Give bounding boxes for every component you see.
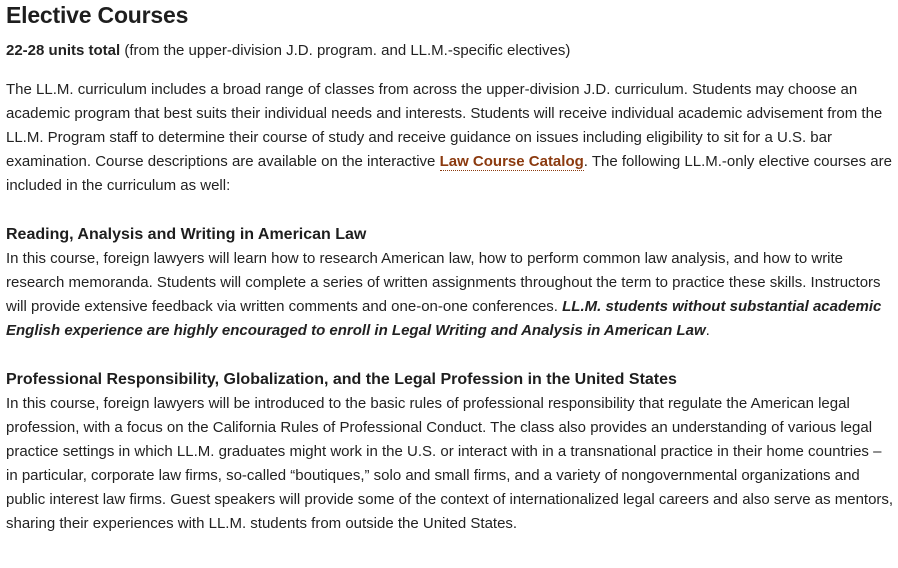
intro-text-end: . The following LL.M.-only elective courses are included in the curriculum as well:: [6, 153, 892, 194]
units-total: 22-28 units total: [6, 42, 121, 59]
intro-text: The LL.M. curriculum includes a broad range of classes from across the upper-division J.D. curriculum. Students may choose an academic program that best suits their individual needs and interests. Students will receive individual academic advisement from the LL.M. Program staff to determine their course of study and receive guidance on issues including eligibility to sit for a U.S. bar examination. Course descriptions are available on the interactive: [6, 81, 883, 170]
course-description-text: In this course, foreign lawyers will learn how to research American law, how to perform common law analysis, and how to write research memoranda. Students will complete a series of written assignments throughout the term to practice these skills. Instructors will provide extensive feedback via written comments and one-on-one conferences.: [6, 250, 881, 315]
course-title: Reading, Analysis and Writing in American Law: [6, 226, 367, 243]
units-note: (from the upper-division J.D. program. and LL.M.-specific electives): [120, 42, 571, 59]
course-section-reading-analysis-writing: [6, 223, 898, 343]
course-emphasis-end: .: [705, 322, 710, 339]
course-description: In this course, foreign lawyers will be introduced to the basic rules of professional responsibility that regulate the American legal profession, with a focus on the California Rules of Professional Conduct. The class also provides an understanding of various legal practice settings in which LL.M. graduates might work in the U.S. or interact with in a transnational practice in their home countries – in particular, corporate law firms, so-called “boutiques,” solo and small firms, and a variety of nongovernmental organizations and public interest law firms. Guest speakers will provide some of the context of internationalized legal careers and also serve as mentors, sharing their experiences with LL.M. students from outside the United States.: [6, 395, 894, 532]
course-emphasis-note: LL.M. students without substantial academic English experience are highly encouraged to enroll in Legal Writing and Analysis in American Law: [6, 298, 882, 339]
course-title: Professional Responsibility, Globalization, and the Legal Profession in the United States: [6, 371, 677, 388]
law-course-catalog-link[interactable]: Law Course Catalog: [439, 153, 584, 170]
course-section-professional-responsibility: [6, 368, 898, 536]
intro-paragraph: [6, 78, 892, 198]
page-title: Elective Courses: [6, 2, 189, 28]
course-description: [6, 247, 896, 343]
units-summary: [6, 39, 898, 63]
